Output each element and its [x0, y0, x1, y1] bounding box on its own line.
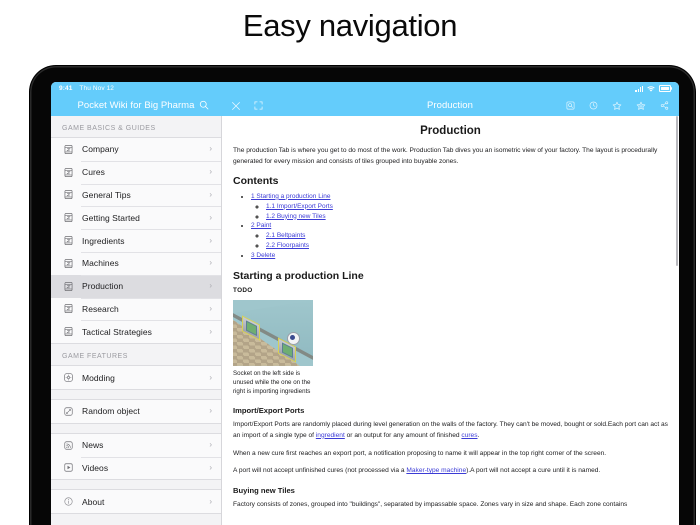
book-icon	[62, 212, 74, 224]
sidebar-group-list	[51, 433, 221, 481]
book-icon	[62, 143, 74, 155]
sidebar-item-videos[interactable]	[51, 457, 221, 480]
chevron-right-icon: ›	[209, 189, 212, 199]
text-run: Import/Export Ports are randomly placed during level generation on the walls of the factory. They can't be moved, bought or sold.Each port can act as an import of a single type of	[233, 420, 668, 439]
star-favorite-icon[interactable]	[636, 101, 646, 111]
sidebar-group-3	[51, 433, 221, 481]
buying-tiles-paragraph-1: Factory consists of zones, grouped into "buildings", separated by impassable space. Zones vary in size and shape. Each zone contains	[233, 501, 628, 509]
import-export-paragraph-2: When a new cure first reaches an export port, a notification proposing to name it will appear in the top right corner of the screen.	[233, 449, 607, 457]
sidebar-item-label: Production	[82, 281, 124, 292]
close-icon[interactable]	[231, 101, 241, 111]
text-run: or an output for any amount of finished	[344, 431, 462, 439]
toc-item	[266, 241, 668, 251]
sidebar-item-production[interactable]	[51, 275, 221, 298]
sidebar-title: Pocket Wiki for Big Pharma	[77, 100, 195, 111]
sidebar-spacer	[51, 390, 221, 399]
sidebar-item-label: Research	[82, 303, 119, 314]
sidebar-item-label: Machines	[82, 258, 119, 269]
figure	[233, 300, 313, 397]
signal-bars-icon	[635, 86, 643, 92]
toolbar-right-group	[566, 101, 669, 111]
book-icon	[62, 189, 74, 201]
section-heading-import-export-ports: Import/Export Ports	[233, 405, 305, 415]
chevron-right-icon: ›	[209, 167, 212, 177]
toc-link-2-1[interactable]: 2.1 Beltpaints	[266, 232, 306, 240]
book-icon	[62, 280, 74, 292]
battery-icon	[659, 85, 671, 93]
article-intro-paragraph: The production Tab is where you get to do most of the work. Production Tab dives you an isometric view of your factory. The layout is procedurally generated for every mission and consists of tiles grouped into buyable zones.	[233, 147, 658, 165]
chevron-right-icon: ›	[209, 326, 212, 336]
sidebar-group-2	[51, 399, 221, 424]
toolbar-left-group	[231, 101, 263, 111]
import-export-paragraph-1	[233, 420, 668, 442]
status-icons	[635, 85, 671, 93]
sidebar-item-label: Company	[82, 144, 119, 155]
chevron-right-icon: ›	[209, 212, 212, 222]
sidebar-item-label: Modding	[82, 372, 115, 383]
sidebar-item-getting-started[interactable]	[51, 206, 221, 229]
wifi-icon	[647, 86, 655, 92]
text-run: .	[477, 431, 480, 439]
link-ingredient[interactable]: ingredient	[315, 431, 345, 439]
chevron-right-icon: ›	[209, 258, 212, 268]
article-title: Production	[420, 125, 481, 137]
book-icon	[62, 166, 74, 178]
sidebar-group-4	[51, 489, 221, 514]
sidebar-item-label: Cures	[82, 167, 105, 178]
chevron-right-icon: ›	[209, 496, 212, 506]
rss-icon	[62, 439, 74, 451]
sidebar-group-0	[51, 116, 221, 344]
search-icon[interactable]	[199, 97, 209, 115]
sidebar-item-label: Videos	[82, 462, 109, 473]
toc-item	[266, 231, 668, 241]
content-scrollbar[interactable]	[676, 116, 678, 266]
sidebar-item-machines[interactable]	[51, 252, 221, 275]
section-heading-buying-new-tiles: Buying new Tiles	[233, 486, 295, 496]
sidebar-item-general-tips[interactable]	[51, 184, 221, 207]
sidebar-group-1	[51, 344, 221, 390]
toc-item	[266, 212, 668, 222]
book-icon	[62, 326, 74, 338]
sidebar-item-random-object[interactable]	[51, 400, 221, 423]
toc-item	[251, 192, 668, 222]
sidebar-item-label: Getting Started	[82, 212, 140, 223]
status-date: Thu Nov 12	[79, 85, 115, 92]
chevron-right-icon: ›	[209, 406, 212, 416]
book-icon	[62, 257, 74, 269]
sidebar-group-list	[51, 399, 221, 424]
toc-link-1-1[interactable]: 1.1 Import/Export Ports	[266, 202, 333, 210]
page-headline: Easy navigation	[242, 8, 458, 43]
find-in-page-icon[interactable]	[566, 101, 575, 110]
sidebar-nav[interactable]	[51, 116, 222, 525]
status-time: 9:41	[59, 85, 73, 92]
chevron-right-icon: ›	[209, 372, 212, 382]
toolbar-title: Production	[427, 100, 473, 111]
gear-icon	[62, 372, 74, 384]
toc-sublist	[251, 202, 668, 222]
figure-indicator-bubble	[287, 332, 300, 345]
sidebar-group-list	[51, 489, 221, 514]
toc-link-3[interactable]: 3 Delete	[251, 252, 276, 259]
history-clock-icon[interactable]	[589, 101, 598, 110]
sidebar-item-research[interactable]	[51, 298, 221, 321]
todo-label: TODO	[233, 286, 253, 294]
toc-link-2[interactable]: 2 Paint	[251, 222, 272, 230]
status-bar	[51, 82, 679, 95]
fullscreen-icon[interactable]	[254, 101, 263, 110]
chevron-right-icon: ›	[209, 235, 212, 245]
link-cures[interactable]: cures	[461, 431, 478, 439]
video-icon	[62, 462, 74, 474]
figure-image-isometric-factory[interactable]	[233, 300, 313, 366]
sidebar-item-label: Random object	[82, 406, 140, 417]
star-outline-icon[interactable]	[612, 101, 622, 111]
sidebar-item-label: About	[82, 496, 105, 507]
section-heading-starting-production-line: Starting a production Line	[233, 269, 364, 282]
toc-sublist	[251, 231, 668, 251]
sidebar-item-modding[interactable]	[51, 366, 221, 389]
sidebar-item-label: Ingredients	[82, 235, 125, 246]
toc-item	[266, 202, 668, 212]
contents-heading: Contents	[233, 174, 279, 187]
sidebar-spacer	[51, 480, 221, 489]
figure-caption: Socket on the left side is unused while the one on the right is importing ingredients	[233, 369, 311, 396]
sidebar-item-company[interactable]	[51, 138, 221, 161]
tablet-device-frame	[30, 66, 695, 525]
table-of-contents	[233, 192, 668, 261]
chevron-right-icon: ›	[209, 281, 212, 291]
sidebar-group-list	[51, 137, 221, 344]
sidebar-group-title: GAME BASICS & GUIDES	[62, 125, 156, 132]
shuffle-icon	[62, 405, 74, 417]
toc-link-2-2[interactable]: 2.2 Floorpaints	[266, 242, 309, 250]
text-run: ).A port will not accept a cure until it is named.	[466, 467, 601, 475]
sidebar-spacer	[51, 424, 221, 433]
app-toolbars	[51, 95, 679, 116]
toc-link-1-2[interactable]: 1.2 Buying new Tiles	[266, 212, 326, 220]
article-content[interactable]	[222, 116, 679, 525]
text-run: A port will not accept unfinished cures (not processed via a	[233, 467, 407, 475]
share-icon[interactable]	[660, 101, 669, 110]
book-icon	[62, 235, 74, 247]
sidebar-item-label: General Tips	[82, 189, 131, 200]
chevron-right-icon: ›	[209, 440, 212, 450]
chevron-right-icon: ›	[209, 303, 212, 313]
import-export-paragraph-3	[233, 466, 668, 477]
sidebar-group-title: GAME FEATURES	[62, 353, 128, 361]
toc-item	[251, 221, 668, 251]
chevron-right-icon: ›	[209, 144, 212, 154]
link-maker-type-machine[interactable]: Maker-type machine	[406, 467, 467, 475]
sidebar-group-list	[51, 365, 221, 390]
sidebar-item-tactical-strategies[interactable]	[51, 320, 221, 343]
chevron-right-icon: ›	[209, 462, 212, 472]
book-icon	[62, 303, 74, 315]
content-toolbar	[221, 95, 679, 116]
sidebar-item-label: News	[82, 440, 104, 451]
device-screen	[51, 82, 679, 525]
sidebar-item-label: Tactical Strategies	[82, 326, 152, 337]
sidebar-item-cures[interactable]	[51, 161, 221, 184]
sidebar-header	[51, 95, 221, 116]
info-icon	[62, 496, 74, 508]
sidebar-item-about[interactable]	[51, 490, 221, 513]
sidebar-item-ingredients[interactable]	[51, 229, 221, 252]
toc-link-1[interactable]: 1 Starting a production Line	[251, 192, 331, 200]
sidebar-item-news[interactable]	[51, 434, 221, 457]
toc-item	[251, 251, 668, 261]
app-body	[51, 116, 679, 525]
